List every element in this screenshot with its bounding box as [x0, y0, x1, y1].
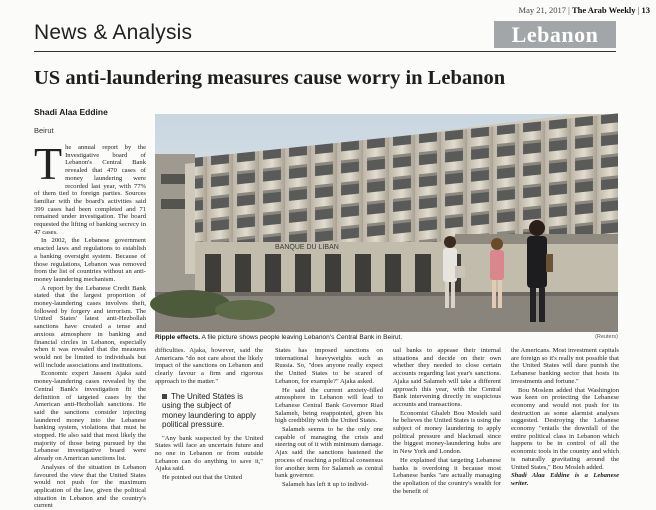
paragraph: he annual report by the Investigative board of Lebanon's Central Bank revealed that 470 cases of money laundering were recorded last year, with 77% of them tied to foreign parties. Sources familiar with the board's activities said 399 cases had been completed and 71 remained under investigation. The board requested the lifting of banking secrecy in 47 cases.	[34, 144, 146, 236]
paragraph: Salameh seems to be the only one capable of managing the crisis and steering out of it with minimum damage. Ajax said the sanctions hastened the process of reaching a political consensus for another term for Salameh as central bank governor.	[275, 426, 383, 480]
masthead-separator: |	[568, 5, 570, 15]
paper-name: The Arab Weekly	[571, 5, 636, 15]
article-column-4	[393, 347, 501, 495]
paragraph: In 2002, the Lebanese government enacted laws and regulations to establish a banking oversight system. Because of those regulations, Lebanon was removed from the list of countries without an anti-money laundering mechanism.	[34, 237, 146, 283]
section-rule	[34, 51, 616, 52]
article-column-1	[34, 138, 146, 510]
caption-text: A file picture shows people leaving Lebanon's Central Bank in Beirut.	[200, 334, 403, 341]
photo-credit: (Reuters)	[595, 334, 618, 340]
caption-lead: Ripple effects.	[155, 334, 201, 341]
page-number: 13	[641, 5, 650, 15]
paragraph: difficulties. Ajaka, however, said the Americans "do not care about the likely impact of the sanctions on Lebanon and clearly favour a firm and rigorous approach to the matter."	[155, 347, 263, 385]
byline: Shadi Alaa Eddine	[34, 107, 108, 117]
paragraph: Analyses of the situation in Lebanon favoured the view that the United States would not push for the maximum application of the law, given the political situation in Lebanon and the country's current	[34, 463, 146, 510]
paragraph: "Any bank suspected by the United States will face an uncertain future and no one in Lebanon or from outside Lebanon can do anything to save it," Ajaka said.	[155, 434, 263, 473]
pull-quote-marker	[162, 394, 167, 399]
building-sign: BANQUE DU LIBAN	[275, 244, 339, 251]
paragraph: He explained that targeting Lebanese banks is overdoing it because most Lebanese banks "are actually managing the spoliation of the country's wealth for the benefit of	[393, 456, 501, 495]
headline: US anti-laundering measures cause worry in Lebanon	[34, 67, 506, 89]
pull-quote	[162, 392, 257, 429]
photo-caption	[155, 334, 618, 341]
paragraph: A report by the Lebanese Credit Bank stated that the largest proportion of money-laundering cases involves theft, followed by forgery and terrorism. The United States' latest anti-Hezbollah sanctions have created a tense and anxious atmosphere in banking and financial circles in Lebanon, especially when it was revealed that the measures would not be limited to individuals but will include associations and institutions.	[34, 284, 146, 369]
paragraph: He said the current anxiety-filled atmosphere in Lebanon will lead to Lebanese Central Bank Governor Riad Salameh, being reappointed, given his high credibility with the United States.	[275, 386, 383, 425]
paragraph: States has imposed sanctions on international heavyweights such as Russia. So, "does anyone really expect the United States to be scared of Lebanon, for example?" Ajaka asked.	[275, 347, 383, 385]
masthead-separator: |	[637, 5, 640, 15]
issue-date: May 21, 2017	[518, 5, 566, 15]
paragraph: the Americans. Most investment capitals are foreign so it's really not possible that the United States will dare punish the Lebanese banking sector that hosts its investments and fortune."	[511, 347, 619, 385]
section-title: News & Analysis	[34, 21, 193, 44]
paragraph: Salameh has left it up to individ-	[282, 480, 369, 488]
central-bank-building-photo	[155, 114, 618, 332]
news-photo	[155, 114, 618, 332]
dateline: Beirut	[34, 126, 54, 135]
article-column-5	[511, 347, 619, 489]
paragraph: ual banks to appease their internal situations and decide on their own whether they needed to close certain accounts regarding last year's sanctions. Ajaka said Salameh will take a different approach this year, with the Central Bank intervening directly in suspicious accounts and transactions.	[393, 347, 501, 408]
article-column-3	[275, 347, 383, 489]
paragraph: Bou Moslem added that Washington was keen on protecting the Lebanese economy and would not push for its destruction as some alarmist analyses suggested. Destroying the Lebanese economy "entails the downfall of the entire political class in Lebanon which happens to be in control of all the economic tools in the country and which is naturally gravitating around the United States," Bou Mosleh added.	[511, 386, 619, 471]
paragraph: Economic expert Jassem Ajaka said money-laundering cases revealed by the Central Bank's investigation fit the definition of targeted cases by the American anti-Hezbollah sanctions. He said the sanctions consider injecting laundered money into the Lebanese banking system, violations that must be stopped. He also said that most likely the majority of those being pursued by the Lebanese investigative board were already on American sanctions list.	[34, 370, 146, 463]
pull-quote-text: The United States is using the subject of money laundering to apply political pressure.	[162, 392, 256, 429]
section-badge: Lebanon	[494, 21, 616, 48]
paragraph: He pointed out that the United	[162, 474, 243, 482]
paragraph: Economist Ghaleb Bou Mosleh said he believes the United States is using the subject of money laundering to apply political pressure and blackmail since the biggest money-laundering hubs are in New York and London.	[393, 409, 501, 456]
author-bio: Shadi Alaa Eddine is a Lebanese writer.	[511, 472, 619, 487]
drop-cap: T	[34, 138, 63, 189]
masthead	[480, 5, 650, 15]
